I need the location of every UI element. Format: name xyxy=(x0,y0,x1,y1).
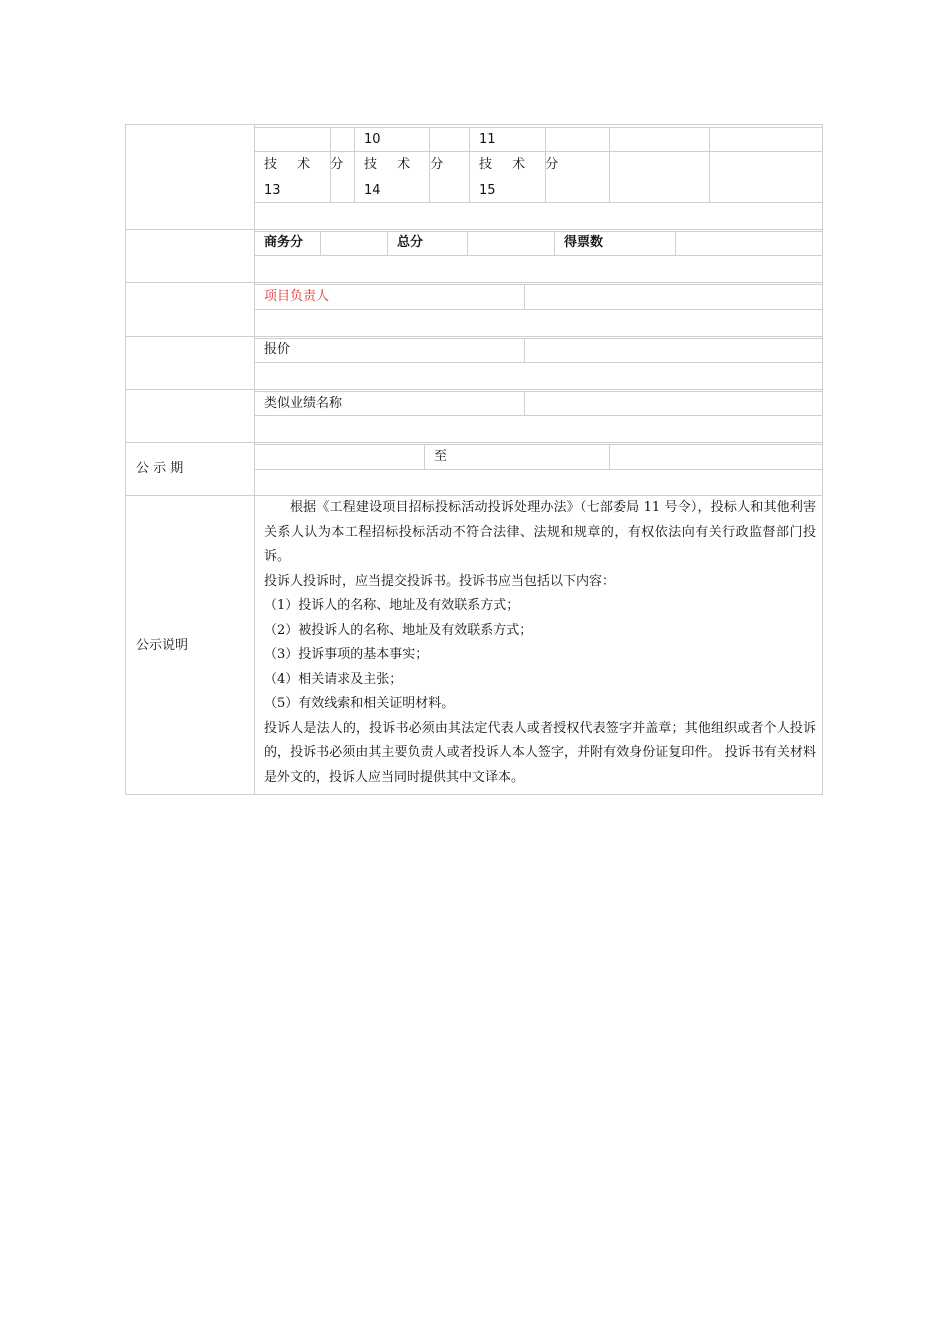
grid-line xyxy=(609,127,610,202)
project-manager-label: 项目负责人 xyxy=(264,289,330,304)
notice-paragraph-1: 根据《工程建设项目招标投标活动投诉处理办法》（七部委局 11 号令），投标人和其他利害关系人认为本工程招标投标活动不符合法律、法规和规章的，有权依法向有关行政监督部门投诉。 xyxy=(264,500,816,564)
tech-score-label: 技 术 分 xyxy=(364,157,452,172)
grid-line xyxy=(467,231,468,255)
grid-line xyxy=(424,444,425,469)
grid-line xyxy=(709,127,710,202)
grid-line xyxy=(254,284,823,285)
grid-line xyxy=(254,415,823,416)
tech-score-10: 10 xyxy=(364,132,381,147)
grid-line xyxy=(254,127,823,128)
tech-score-14: 14 xyxy=(364,183,381,198)
notice-item-3: （3）投诉事项的基本事实； xyxy=(264,647,429,662)
tech-score-label: 技 术 分 xyxy=(264,157,352,172)
notice-paragraph-3: 投诉人是法人的，投诉书必须由其法定代表人或者授权代表签字并盖章；其他组织或者个人投诉的，投诉书必须由其主要负责人或者投诉人本人签字，并附有效身份证复印件。 投诉书有关材料是外文的，投诉人应当同时提供其中文译本。 xyxy=(264,720,816,785)
business-score-label: 商务分 xyxy=(264,235,304,250)
grid-line xyxy=(254,151,823,152)
section-divider xyxy=(125,442,823,443)
grid-line xyxy=(320,231,321,255)
notice-label: 公示说明 xyxy=(136,638,189,653)
votes-label: 得票数 xyxy=(564,235,604,250)
grid-line xyxy=(524,338,525,362)
grid-line xyxy=(254,444,823,445)
grid-line xyxy=(524,284,525,309)
grid-line xyxy=(254,362,823,363)
total-score-label: 总分 xyxy=(397,235,424,250)
grid-line xyxy=(254,338,823,339)
notice-item-4: （4）相关请求及主张； xyxy=(264,671,403,687)
section-divider xyxy=(125,229,823,230)
grid-line xyxy=(254,309,823,310)
label-column-divider xyxy=(254,124,255,795)
period-label: 公 示 期 xyxy=(136,461,184,476)
grid-line xyxy=(254,202,823,203)
period-to-label: 至 xyxy=(434,449,448,464)
similar-projects-label: 类似业绩名称 xyxy=(264,396,343,411)
grid-line xyxy=(354,127,355,202)
notice-item-5: （5）有效线索和相关证明材料。 xyxy=(264,696,455,711)
grid-line xyxy=(254,231,823,232)
grid-line xyxy=(254,255,823,256)
grid-line xyxy=(554,231,555,255)
grid-line xyxy=(254,391,823,392)
grid-line xyxy=(387,231,388,255)
tech-score-15: 15 xyxy=(479,183,496,198)
grid-line xyxy=(524,391,525,415)
tech-score-11: 11 xyxy=(479,132,496,147)
notice-item-1: （1）投诉人的名称、地址及有效联系方式； xyxy=(264,598,520,613)
grid-line xyxy=(609,444,610,469)
section-divider xyxy=(125,389,823,390)
grid-line xyxy=(469,127,470,202)
section-divider xyxy=(125,336,823,337)
notice-item-2: （2）被投诉人的名称、地址及有效联系方式； xyxy=(264,622,533,638)
grid-line xyxy=(675,231,676,255)
section-divider xyxy=(125,282,823,283)
notice-paragraph-2: 投诉人投诉时，应当提交投诉书。投诉书应当包括以下内容： xyxy=(264,573,616,589)
notice-body xyxy=(264,496,816,790)
grid-line xyxy=(254,469,823,470)
tech-score-13: 13 xyxy=(264,183,281,198)
price-label: 报价 xyxy=(264,342,291,357)
tech-score-label: 技 术 分 xyxy=(479,157,567,172)
